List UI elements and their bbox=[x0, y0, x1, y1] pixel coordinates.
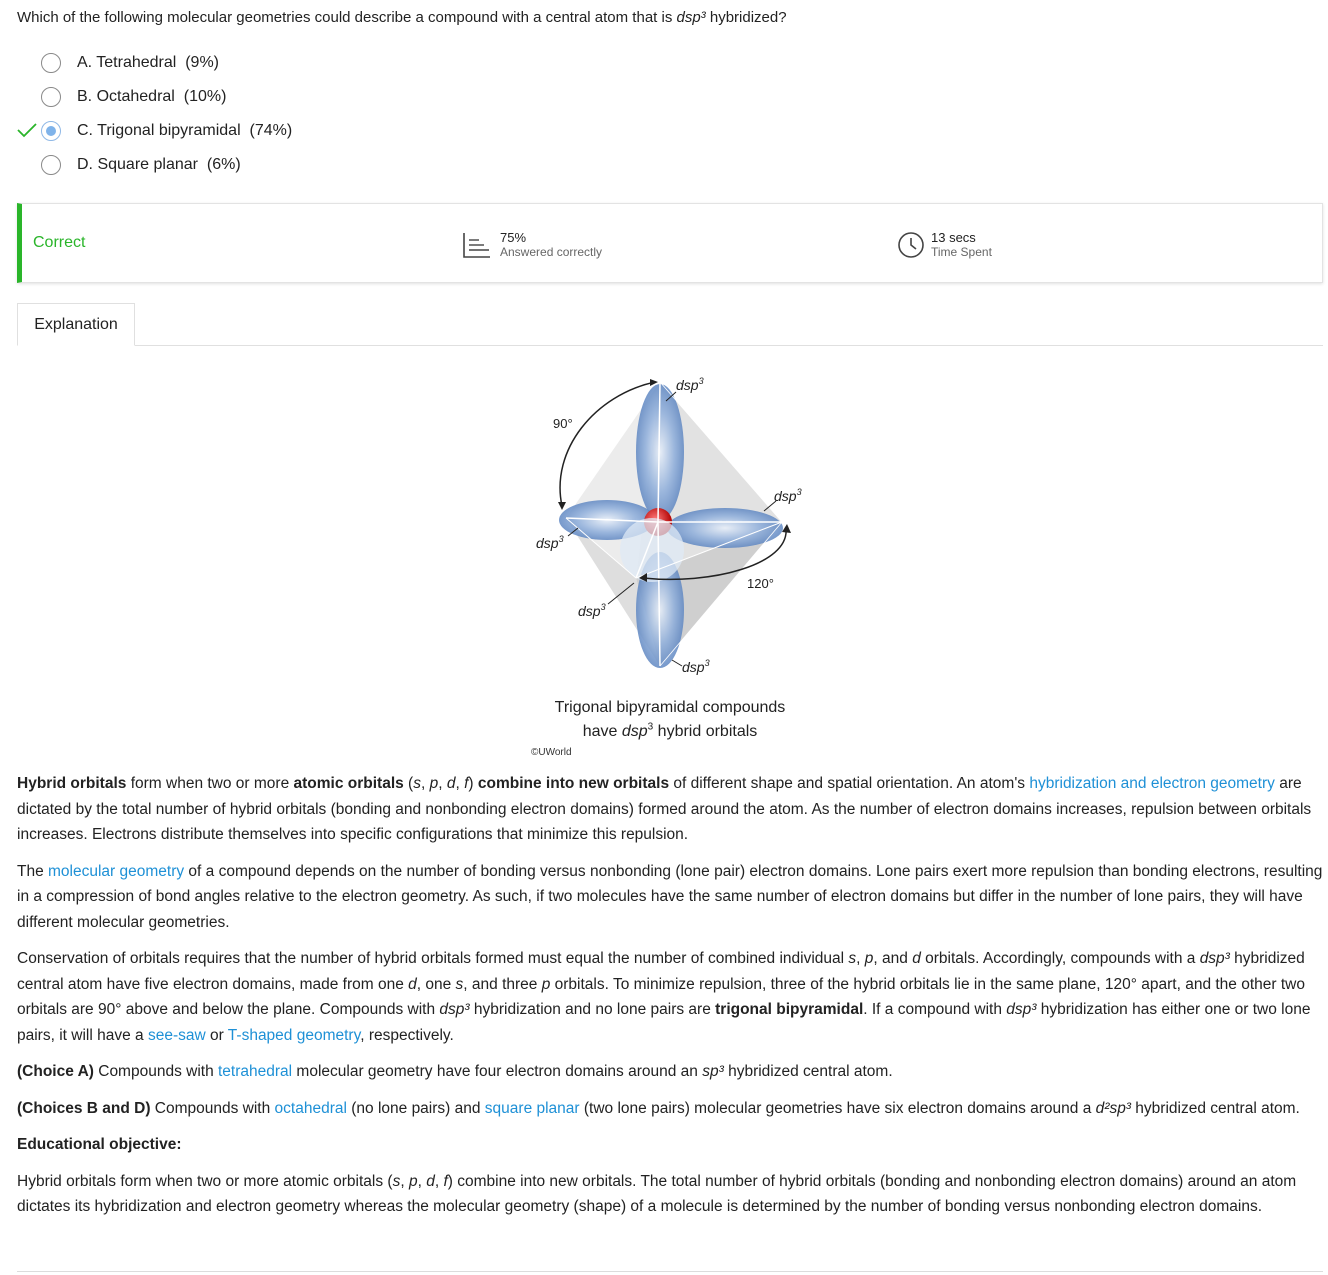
paragraph-2: The molecular geometry of a compound depends on the number of bonding versus nonbonding (lone pair) electron domains. Lone pairs exert more repulsion than bonding electrons, resulting in a compression of bond angles relative to the electron geometry. As such, if two molecules have the same number of electron domains but differ in the number of lone pairs, they will have different molecular geometries. bbox=[17, 862, 1323, 931]
result-panel bbox=[17, 203, 1323, 283]
arrowhead-icon bbox=[558, 502, 566, 510]
orbital-label: dsp$^3$ bbox=[676, 376, 704, 393]
trigonal-bipyramidal-diagram bbox=[500, 370, 860, 700]
option-a[interactable] bbox=[17, 46, 417, 80]
option-d[interactable] bbox=[17, 148, 417, 182]
tab-bar bbox=[17, 303, 1323, 346]
copyright-text: ©UWorld bbox=[531, 747, 572, 758]
clock-icon bbox=[897, 231, 925, 259]
tetrahedral-link[interactable]: tetrahedral bbox=[218, 1063, 293, 1080]
option-label: B. Octahedral (10%) bbox=[77, 88, 227, 105]
tab-explanation[interactable]: Explanation bbox=[17, 303, 135, 346]
angle-label-120: 120° bbox=[747, 576, 774, 591]
radio-button[interactable] bbox=[41, 53, 61, 73]
orbital-label: dsp$^3$ bbox=[682, 658, 710, 675]
orbital-figure bbox=[500, 370, 860, 760]
figure-caption: Trigonal bipyramidal compounds have dsp$^3$ hybrid orbitals bbox=[554, 699, 786, 740]
orbital-label: dsp$^3$ bbox=[774, 487, 802, 504]
paragraph-choices-b-d: (Choices B and D) Compounds with octahedral (no lone pairs) and square planar (two lone pairs) molecular geometries have six electron domains around a d²sp³ hybridized central atom. bbox=[17, 1099, 1300, 1117]
orbital-label: dsp$^3$ bbox=[536, 534, 564, 551]
percent-correct-stat: 75% Answered correctly bbox=[462, 230, 602, 260]
question-stem: Which of the following molecular geometries could describe a compound with a central atom that is dsp³ hybridized? bbox=[17, 9, 787, 26]
explanation-body bbox=[17, 771, 1323, 1231]
angle-label-90: 90° bbox=[553, 416, 573, 431]
molecular-geometry-link[interactable]: molecular geometry bbox=[48, 862, 185, 880]
t-shaped-link[interactable]: T-shaped geometry bbox=[227, 1026, 361, 1044]
orbital-label: dsp$^3$ bbox=[578, 602, 606, 619]
objective-title: Educational objective: bbox=[17, 1136, 182, 1153]
option-c[interactable] bbox=[17, 114, 417, 148]
see-saw-link[interactable]: see-saw bbox=[147, 1026, 206, 1044]
paragraph-3: Conservation of orbitals requires that the number of hybrid orbitals formed must equal the number of combined individual s, p, and d orbitals. Accordingly, compounds with a dsp³ hybridized central atom have five electron domains, made from one d, one s, and three p orbitals. To minimize repulsion, three of the hybrid orbitals lie in the same plane, 120° apart, and the other two orbitals are 90° above and below the plane. Compounds with dsp³ hybridization and no lone pairs are trigonal bipyramidal. If a compound with dsp³ hybridization has either one or two lone pairs, it will have a see-saw or T-shaped geometry, respectively. bbox=[17, 950, 1311, 1044]
hybridization-link[interactable]: hybridization and electron geometry bbox=[1029, 775, 1275, 792]
option-label: C. Trigonal bipyramidal (74%) bbox=[77, 122, 293, 139]
objective-text: Hybrid orbitals form when two or more atomic orbitals (s, p, d, f) combine into new orbitals. The total number of hybrid orbitals (bonding and nonbonding electron domains) around an atom dictates its hybridization and electron geometry whereas the molecular geometry (shape) of a molecule is determined by the number of bonding versus nonbonding electron domains. bbox=[17, 1172, 1297, 1215]
option-b[interactable] bbox=[17, 80, 417, 114]
time-spent-stat: 13 secs Time Spent bbox=[897, 230, 992, 260]
octahedral-link[interactable]: octahedral bbox=[274, 1099, 347, 1117]
bar-chart-icon bbox=[462, 231, 492, 259]
bottom-divider bbox=[17, 1271, 1323, 1272]
answer-options bbox=[17, 46, 417, 182]
option-label: D. Square planar (6%) bbox=[77, 156, 241, 173]
arrowhead-icon bbox=[782, 524, 791, 533]
leader-line bbox=[672, 660, 682, 666]
radio-button[interactable] bbox=[41, 155, 61, 175]
radio-button[interactable] bbox=[41, 87, 61, 107]
paragraph-choice-a: (Choice A) Compounds with tetrahedral molecular geometry have four electron domains around an sp³ hybridized central atom. bbox=[17, 1063, 893, 1080]
option-label: A. Tetrahedral (9%) bbox=[77, 54, 219, 71]
paragraph-1: Hybrid orbitals form when two or more atomic orbitals (s, p, d, f) combine into new orbitals of different shape and spatial orientation. An atom's hybridization and electron geometry are dictated by the total number of hybrid orbitals (bonding and nonbonding electron domains) formed around the atom. As the number of electron domains increases, repulsion between orbitals increases. Electrons distribute themselves into specific configurations that minimize this repulsion. bbox=[17, 775, 1312, 843]
square-planar-link[interactable]: square planar bbox=[484, 1099, 580, 1117]
radio-button-selected[interactable] bbox=[41, 121, 61, 141]
result-status: Correct bbox=[33, 234, 86, 251]
checkmark-icon bbox=[17, 122, 37, 138]
